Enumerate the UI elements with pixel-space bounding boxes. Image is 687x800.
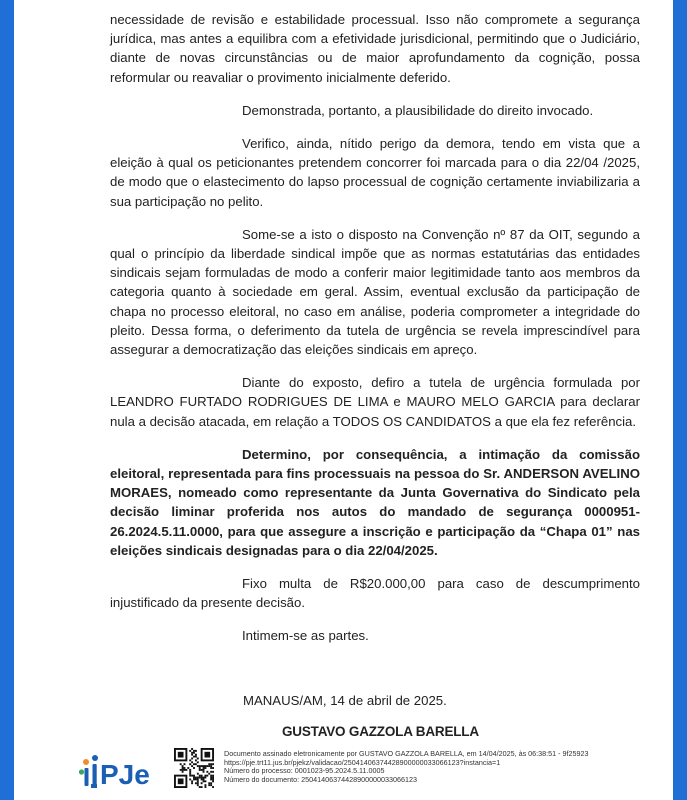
- signature-footer: [78, 748, 673, 796]
- body-paragraph: necessidade de revisão e estabilidade processual. Isso não compromete a segurança jurídica, mas antes a equilibra com a efetividade jurisdicional, permitindo que o Judiciário, diante de novas circunstâncias ou de maior aprofundamento da cognição, possa reformular ou reavaliar o provimento inicialmente deferido.: [110, 12, 640, 85]
- qr-code[interactable]: [174, 748, 214, 788]
- body-paragraph: Verifico, ainda, nítido perigo da demora, tendo em vista que a eleição à qual os peticionantes pretendem concorrer foi marcada para o dia 22/04 /2025, de modo que o elastecimento do lapso processual de cognição certamente inviabilizaria a sua participação no pelito.: [110, 136, 640, 209]
- body-paragraph: Demonstrada, portanto, a plausibilidade do direito invocado.: [242, 102, 594, 118]
- body-paragraph: Diante do exposto, defiro a tutela de urgência formulada por LEANDRO FURTADO RODRIGUES DE LIMA e MAURO MELO GARCIA para declarar nula a decisão atacada, em relação a TODOS OS CANDIDATOS a que ela fez referência.: [110, 375, 640, 429]
- signature-info-line: Número do documento: 25041406374428900000033066123: [224, 774, 418, 784]
- document-body: [110, 10, 640, 660]
- body-paragraph: Some-se a isto o disposto na Convenção nº 87 da OIT, segundo a qual o princípio da liberdade sindical impõe que as normas estatutárias das entidades sindicais sejam formuladas de modo a conferir maior legitimidade tanto aos membros da categoria quanto à sociedade em geral. Assim, eventual exclusão da participação de chapa no processo eleitoral, no caso em análise, poderia comprometer a integridade do pleito. Dessa forma, o deferimento da tutela de urgência se revela imprescindível para assegurar a democratização das eleições sindicais em apreço.: [110, 226, 640, 358]
- document-page: [14, 0, 673, 800]
- pje-logo-text: PJe: [100, 759, 150, 790]
- signature-info: [224, 750, 674, 784]
- signature-info-line[interactable]: https://pje.trt11.jus.br/pjekz/validacao/25041406374428900000033066123?instancia=1: [224, 757, 501, 767]
- pje-logo: [78, 752, 168, 792]
- date-line: MANAUS/AM, 14 de abril de 2025.: [243, 693, 447, 708]
- decision-paragraph: Determino, por consequência, a intimação da comissão eleitoral, representada para fins processuais na pessoa do Sr. ANDERSON AVELINO MORAES, nomeado como representante da Junta Governativa do Sindicato pela decisão liminar proferida nos autos do mandado de segurança 0000951-26.2024.5.11.0000, para que assegure a inscrição e participação da “Chapa 01” nas eleições sindicais designadas para o dia 22/04/2025.: [110, 446, 640, 558]
- signer-name: GUSTAVO GAZZOLA BARELLA: [282, 724, 479, 739]
- viewer-frame-right: [673, 0, 687, 800]
- body-paragraph: Fixo multa de R$20.000,00 para caso de descumprimento injustificado da presente decisão.: [110, 576, 640, 611]
- body-paragraph: Intimem-se as partes.: [242, 628, 369, 644]
- signature-info-line: Documento assinado eletronicamente por GUSTAVO GAZZOLA BARELLA, em 14/04/2025, às 06:38:51 - 9f25923: [224, 749, 589, 758]
- signature-info-line: Número do processo: 0001023-95.2024.5.11.0005: [224, 766, 385, 776]
- viewer-frame-left: [0, 0, 14, 800]
